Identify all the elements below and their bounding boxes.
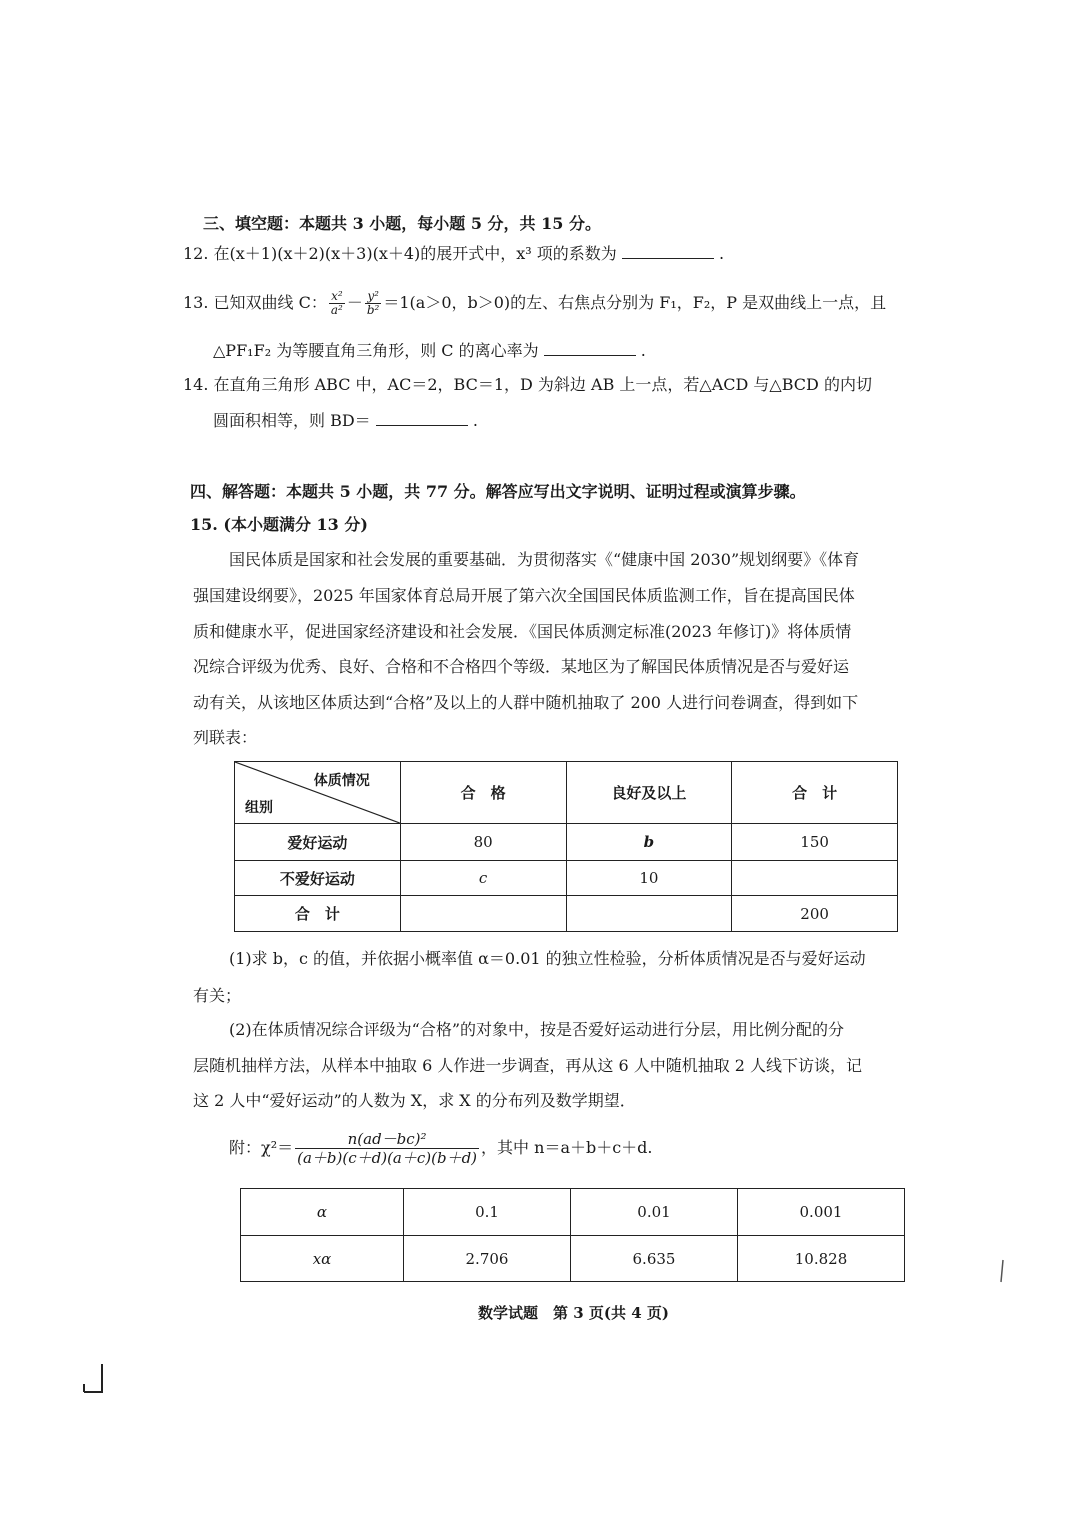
- table-cell: [566, 896, 732, 932]
- chi-square-formula: [229, 1130, 653, 1167]
- formula-prefix: 附：χ²＝: [229, 1138, 294, 1157]
- q12-text: 12. 在(x＋1)(x＋2)(x＋3)(x＋4)的展开式中，x³ 项的系数为: [183, 244, 617, 263]
- critical-value-table: [240, 1188, 905, 1282]
- table-header-cell: 良好及以上: [566, 762, 732, 824]
- table-cell: 200: [732, 896, 898, 932]
- page-footer: 数学试题 第 3 页(共 4 页): [478, 1304, 669, 1322]
- table-cell: 0.001: [738, 1189, 905, 1236]
- q13-line2-text: △PF₁F₂ 为等腰直角三角形，则 C 的离心率为: [213, 341, 539, 360]
- q14-end: .: [472, 411, 478, 430]
- table-cell: 0.01: [571, 1189, 738, 1236]
- table-row-label: 合 计: [235, 896, 401, 932]
- q14-answer-blank: [376, 411, 468, 426]
- section4-header: 四、解答题：本题共 5 小题，共 77 分。解答应写出文字说明、证明过程或演算步骤。: [190, 482, 806, 501]
- q13-prefix: 13. 已知双曲线 C：: [183, 293, 327, 312]
- question-13-line1: [183, 290, 886, 317]
- q15-para-line-1: 国民体质是国家和社会发展的重要基础．为贯彻落实《“健康中国 2030”规划纲要》《体育: [229, 550, 860, 569]
- table-cell: [400, 896, 566, 932]
- q13-fraction-y: [365, 290, 382, 317]
- question-12: [183, 243, 724, 265]
- q15-para-line-5: 动有关，从该地区体质达到“合格”及以上的人群中随机抽取了 200 人进行问卷调查，得到如下: [193, 693, 859, 712]
- q13-answer-blank: [544, 341, 636, 356]
- question-14-line2: [213, 410, 478, 432]
- contingency-table: [234, 761, 898, 932]
- table-row-label: xα: [241, 1236, 404, 1282]
- q14-line2-text: 圆面积相等，则 BD＝: [213, 411, 371, 430]
- q15-part1-line-1: (1)求 b，c 的值，并依据小概率值 α＝0.01 的独立性检验，分析体质情况是否与爱好运动: [229, 949, 866, 968]
- q15-part2-line-2: 层随机抽样方法，从样本中抽取 6 人作进一步调查，再从这 6 人中随机抽取 2 人线下访谈，记: [193, 1056, 863, 1075]
- table-row: [235, 896, 898, 932]
- scan-mark-icon: [998, 1258, 1006, 1284]
- corner-label-top: 体质情况: [313, 773, 370, 789]
- formula-fraction: [295, 1130, 479, 1167]
- q13-frac2-den: b²: [366, 303, 380, 317]
- table-row-label: 爱好运动: [235, 824, 401, 861]
- table-row: [241, 1236, 905, 1282]
- table-cell: 80: [400, 824, 566, 861]
- crop-mark-icon: [80, 1362, 106, 1398]
- table-cell: 10.828: [738, 1236, 905, 1282]
- question-14-line1: 14. 在直角三角形 ABC 中，AC＝2，BC＝1，D 为斜边 AB 上一点，若△ACD 与△BCD 的内切: [183, 375, 872, 394]
- q15-part2-line-3: 这 2 人中“爱好运动”的人数为 X，求 X 的分布列及数学期望．: [193, 1091, 636, 1110]
- q13-fraction-x: [329, 290, 345, 317]
- formula-denominator: (a＋b)(c＋d)(a＋c)(b＋d): [297, 1149, 478, 1167]
- q15-part2-line-1: (2)在体质情况综合评级为“合格”的对象中，按是否爱好运动进行分层，用比例分配的分: [229, 1020, 845, 1039]
- table-cell: 150: [732, 824, 898, 861]
- q12-answer-blank: [622, 244, 714, 259]
- table-cell: b: [566, 824, 732, 861]
- q15-para-line-2: 强国建设纲要》，2025 年国家体育总局开展了第六次全国国民体质监测工作，旨在提高国民体: [193, 586, 855, 605]
- question-13-line2: [213, 340, 646, 362]
- q13-minus: －: [346, 293, 363, 312]
- table-cell: 2.706: [404, 1236, 571, 1282]
- q13-frac1-den: a²: [330, 303, 343, 317]
- table-cell: 0.1: [404, 1189, 571, 1236]
- table-cell: [732, 861, 898, 896]
- corner-label-bottom: 组别: [245, 800, 273, 816]
- table-header-cell: 合 格: [400, 762, 566, 824]
- formula-suffix: ，其中 n＝a＋b＋c＋d.: [481, 1138, 653, 1157]
- q15-part1-line-2: 有关；: [193, 986, 242, 1005]
- table-cell: 6.635: [571, 1236, 738, 1282]
- table-row: [241, 1189, 905, 1236]
- table-header-cell: 合 计: [732, 762, 898, 824]
- table-cell: c: [400, 861, 566, 896]
- table-row: [235, 824, 898, 861]
- table-row-label: 不爱好运动: [235, 861, 401, 896]
- q15-para-line-4: 况综合评级为优秀、良好、合格和不合格四个等级．某地区为了解国民体质情况是否与爱好运: [193, 657, 850, 676]
- table-cell: 10: [566, 861, 732, 896]
- table-row: [235, 861, 898, 896]
- table-header-row: [235, 762, 898, 824]
- table-row-label: α: [241, 1189, 404, 1236]
- q12-end: .: [719, 244, 725, 263]
- q13-suffix: ＝1(a＞0，b＞0)的左、右焦点分别为 F₁，F₂，P 是双曲线上一点，且: [383, 293, 887, 312]
- q13-end: .: [640, 341, 646, 360]
- q15-para-line-3: 质和健康水平，促进国家经济建设和社会发展．《国民体质测定标准(2023 年修订)》将体质情: [193, 622, 852, 641]
- q15-title: 15. (本小题满分 13 分): [190, 515, 368, 534]
- q15-para-line-6: 列联表：: [193, 728, 258, 747]
- q13-frac1-num: x²: [329, 290, 345, 304]
- table-corner-cell: [235, 762, 401, 824]
- q13-frac2-num: y²: [365, 290, 382, 304]
- formula-numerator: n(ad－bc)²: [295, 1130, 479, 1149]
- section3-header: 三、填空题：本题共 3 小题，每小题 5 分，共 15 分。: [203, 214, 601, 233]
